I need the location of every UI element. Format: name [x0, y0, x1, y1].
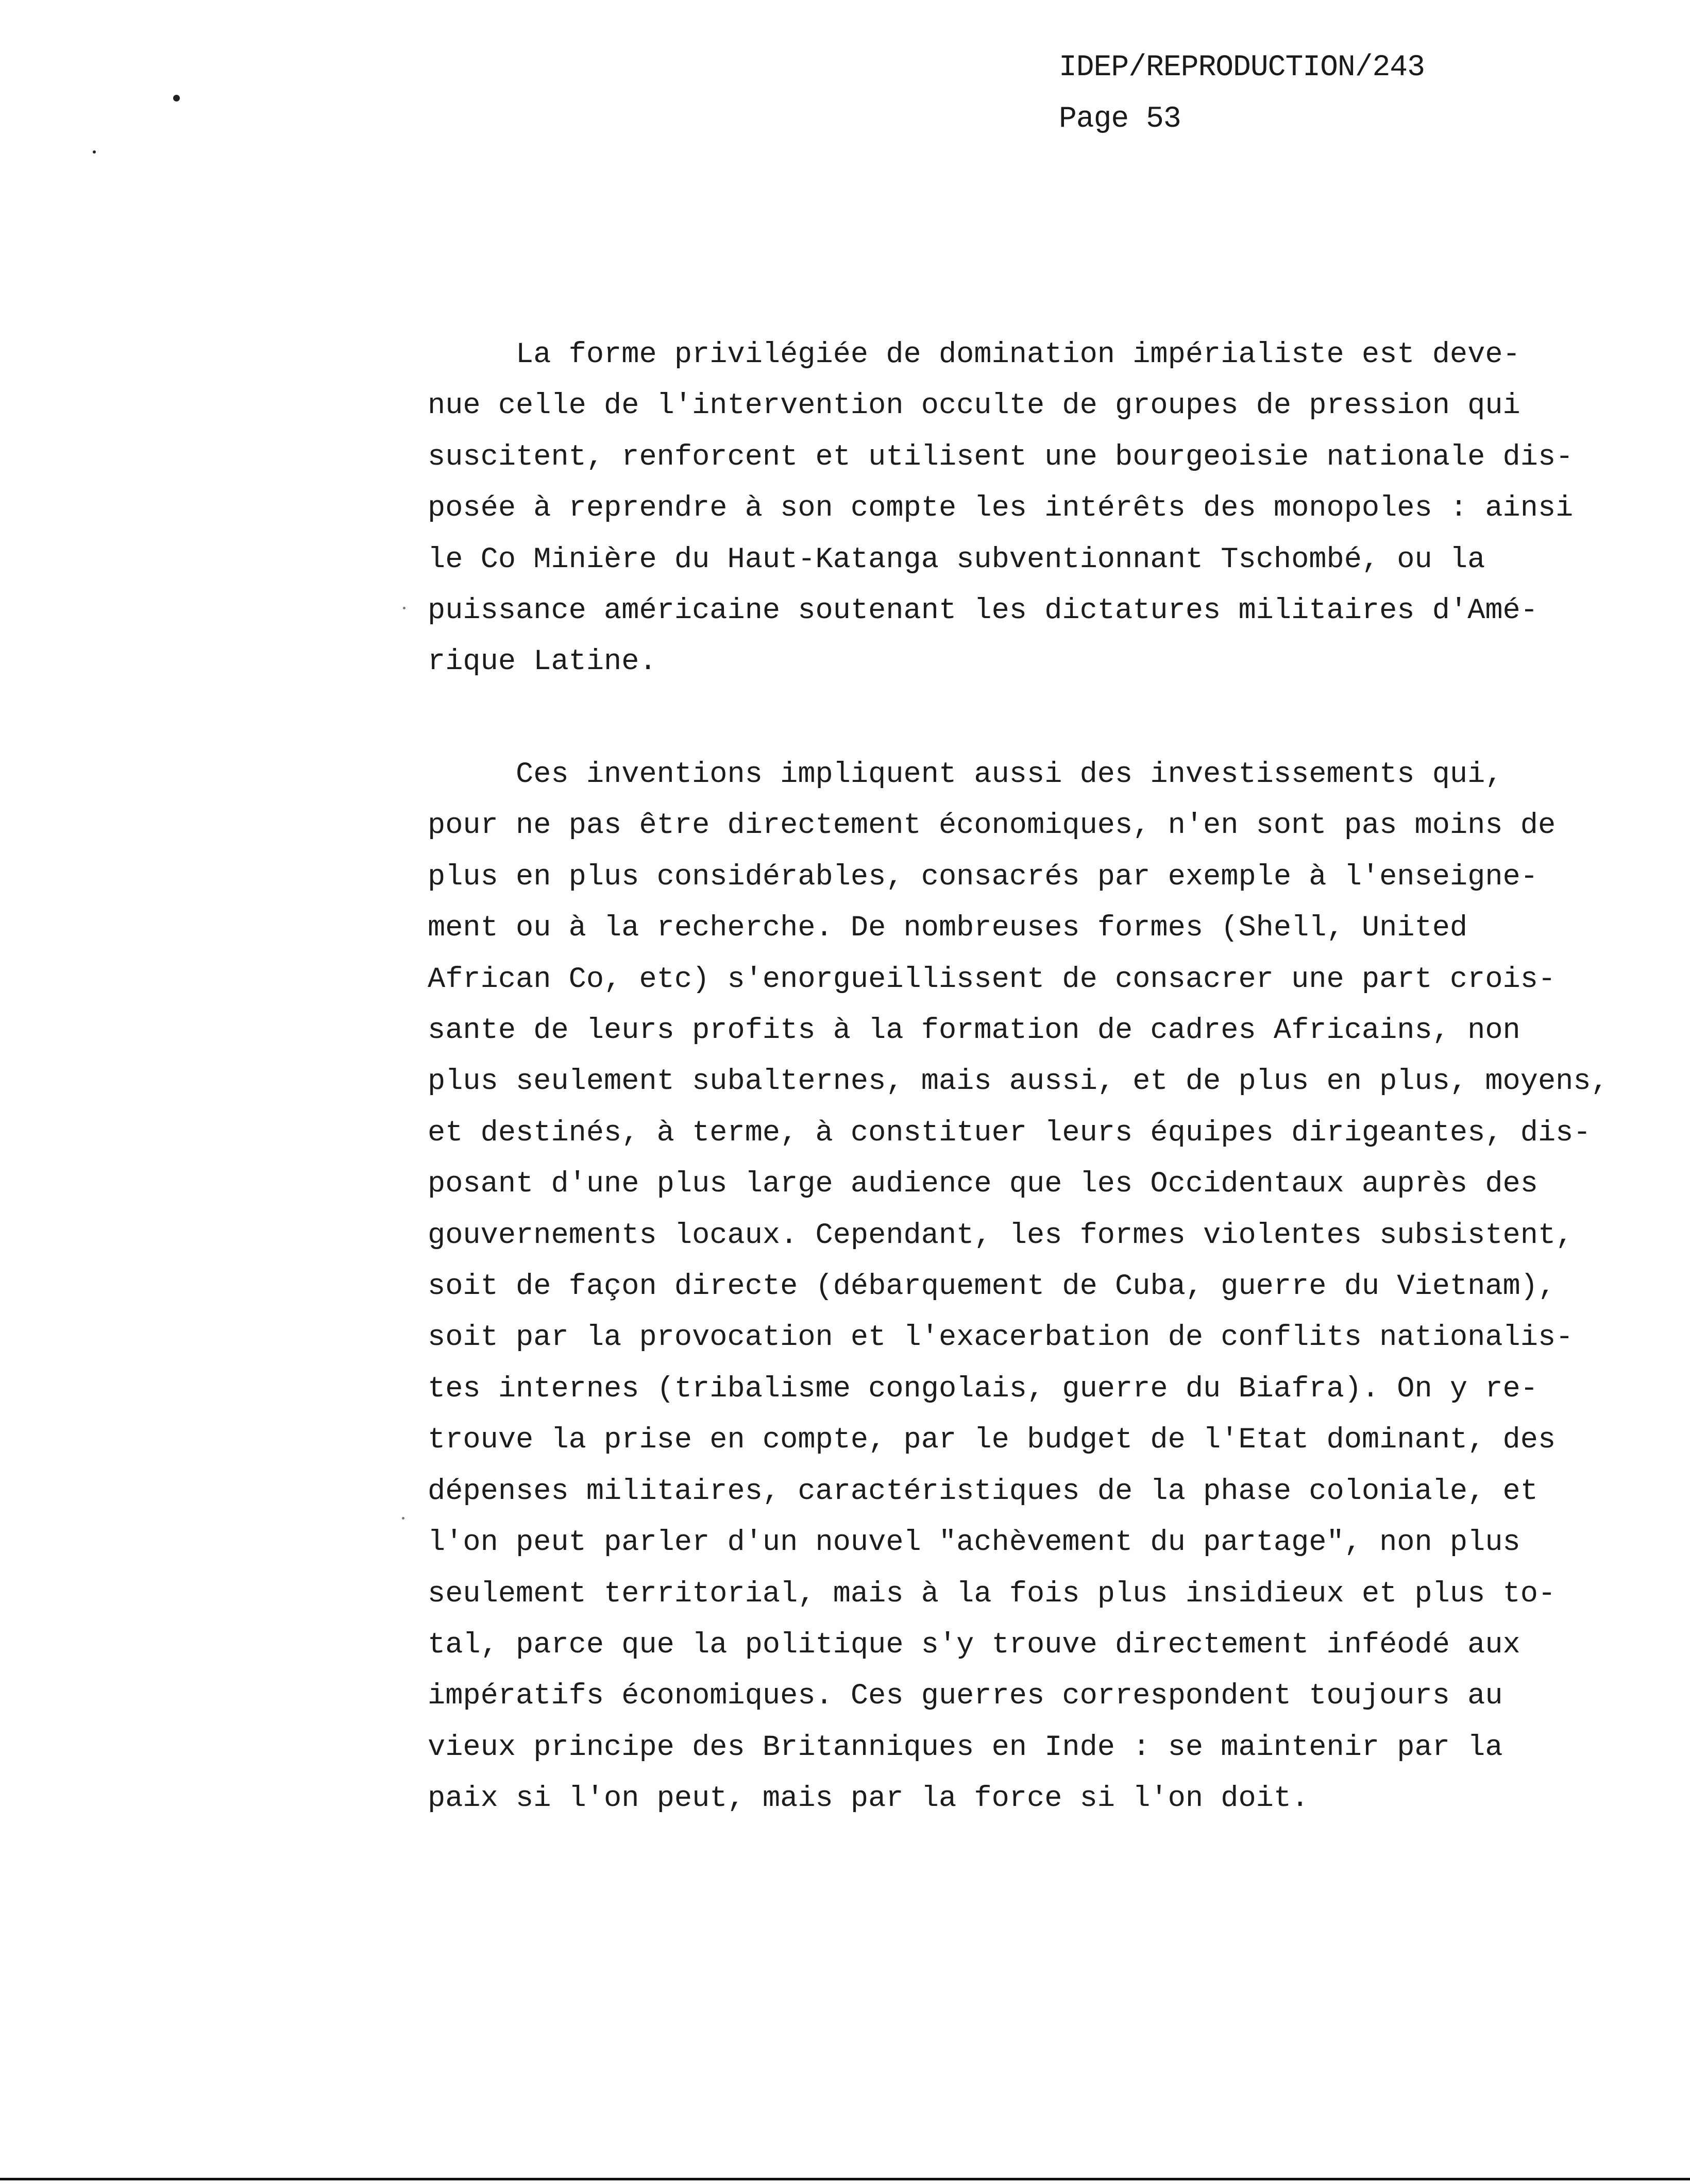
text-line: et destinés, à terme, à constituer leurs équipes dirigeantes, dis-: [428, 1116, 1591, 1150]
document-reference: IDEP/REPRODUCTION/243: [1059, 51, 1425, 84]
text-line: impératifs économiques. Ces guerres correspondent toujours au: [428, 1680, 1503, 1713]
page-header: [1059, 42, 1425, 145]
text-line: dépenses militaires, caractéristiques de la phase coloniale, et: [428, 1475, 1538, 1508]
page-number: Page 53: [1059, 103, 1181, 136]
text-line: La forme privilégiée de domination impérialiste est deve-: [428, 338, 1520, 371]
scan-speck: [93, 150, 96, 153]
text-line: Ces inventions impliquent aussi des investissements qui,: [428, 758, 1503, 791]
text-line: sante de leurs profits à la formation de cadres Africains, non: [428, 1014, 1520, 1048]
text-line: gouvernements locaux. Cependant, les formes violentes subsistent,: [428, 1219, 1574, 1252]
text-line: tes internes (tribalisme congolais, guerre du Biafra). On y re-: [428, 1372, 1538, 1406]
text-line: posée à reprendre à son compte les intérêts des monopoles : ainsi: [428, 492, 1574, 525]
scan-speck: [173, 95, 180, 101]
text-line: nue celle de l'intervention occulte de groupes de pression qui: [428, 389, 1520, 423]
text-line: suscitent, renforcent et utilisent une bourgeoisie nationale dis-: [428, 440, 1574, 474]
scan-edge-line: [0, 2178, 1690, 2180]
text-line: plus en plus considérables, consacrés par exemple à l'enseigne-: [428, 860, 1538, 894]
scan-speck: [402, 1517, 404, 1520]
text-line: vieux principe des Britanniques en Inde : se maintenir par la: [428, 1731, 1503, 1764]
text-line: le Co Minière du Haut-Katanga subventionnant Tschombé, ou la: [428, 543, 1485, 576]
text-line: pour ne pas être directement économiques, n'en sont pas moins de: [428, 809, 1556, 843]
text-line: paix si l'on peut, mais par la force si l'on doit.: [428, 1782, 1309, 1816]
text-line: African Co, etc) s'enorgueillissent de consacrer une part crois-: [428, 963, 1556, 996]
text-line: rique Latine.: [428, 645, 657, 679]
scan-speck: [403, 607, 405, 609]
text-line: l'on peut parler d'un nouvel "achèvement du partage", non plus: [428, 1526, 1520, 1560]
text-line: seulement territorial, mais à la fois plus insidieux et plus to-: [428, 1577, 1556, 1611]
text-line: plus seulement subalternes, mais aussi, et de plus en plus, moyens,: [428, 1065, 1609, 1099]
text-line: puissance américaine soutenant les dictatures militaires d'Amé-: [428, 594, 1538, 628]
text-line: soit de façon directe (débarquement de Cuba, guerre du Vietnam),: [428, 1270, 1556, 1304]
text-line: trouve la prise en compte, par le budget de l'Etat dominant, des: [428, 1424, 1556, 1457]
text-line: ment ou à la recherche. De nombreuses formes (Shell, United: [428, 912, 1468, 945]
paragraph-1: [428, 330, 1623, 688]
text-line: posant d'une plus large audience que les Occidentaux auprès des: [428, 1168, 1538, 1201]
text-line: tal, parce que la politique s'y trouve directement inféodé aux: [428, 1628, 1520, 1662]
paragraph-2: [428, 749, 1623, 1825]
text-line: soit par la provocation et l'exacerbation de conflits nationalis-: [428, 1321, 1574, 1355]
